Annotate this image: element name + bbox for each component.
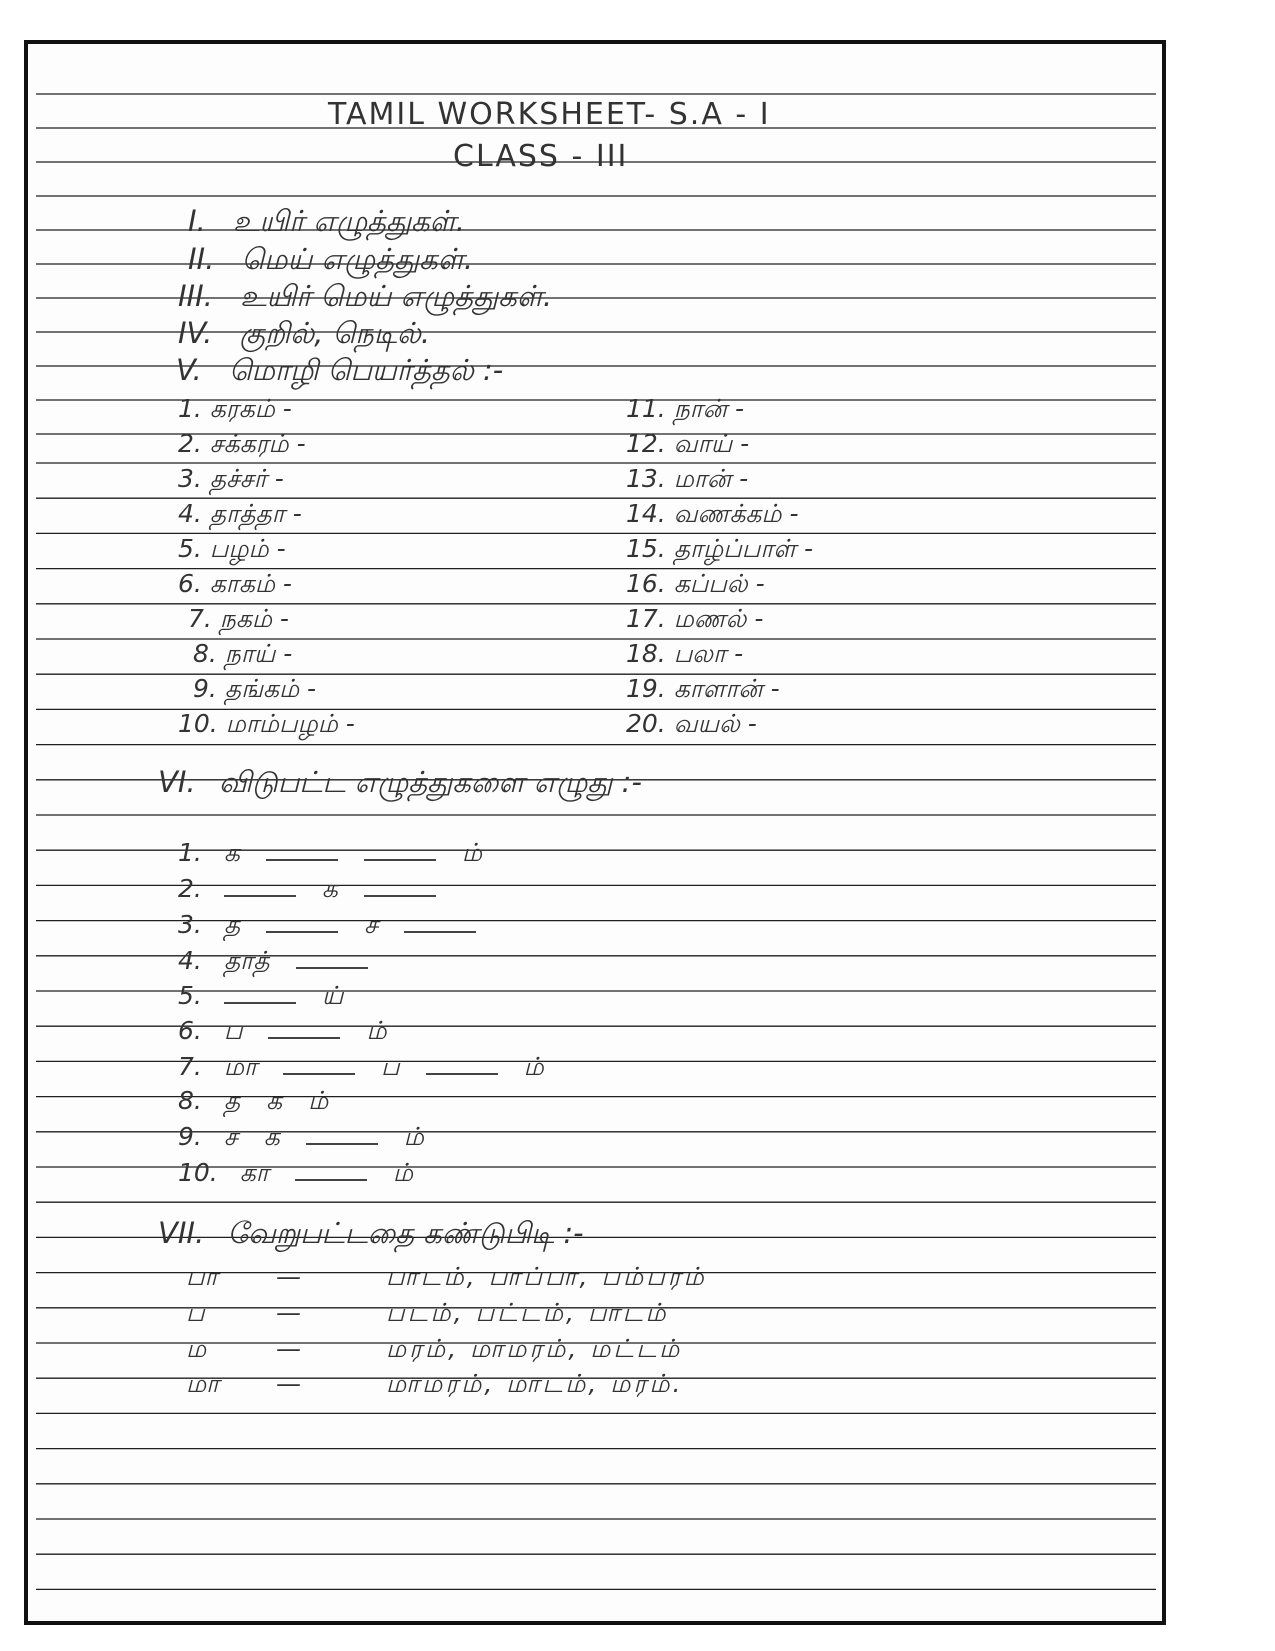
item-number: 9.: [178, 1122, 202, 1151]
letter-hint: ம்: [403, 1122, 424, 1151]
word-item: 12. வாய் -: [626, 429, 750, 458]
word-item: 17. மணல் -: [626, 604, 764, 633]
word-item: 7. நகம் -: [188, 604, 289, 633]
item-number: 2.: [178, 874, 202, 903]
fill-blank-item: [178, 1053, 570, 1079]
section-heading-text: விடுபட்ட எழுத்துகளை எழுது :-: [218, 765, 642, 799]
blank-line: [364, 839, 436, 861]
word-item: 10. மாம்பழம் -: [178, 709, 355, 738]
word-item: 4. தாத்தா -: [178, 499, 302, 528]
item-number: 3.: [178, 910, 202, 939]
blank-line: [296, 947, 368, 969]
blank-line: [306, 1123, 378, 1145]
letter-hint: ச: [364, 910, 378, 939]
fill-blank-item: [178, 1123, 450, 1149]
section-6-heading: [158, 765, 642, 799]
row-letter: ம: [186, 1334, 207, 1363]
letter-hint: க: [321, 874, 338, 903]
row-letter: மா: [186, 1369, 220, 1398]
worksheet-page: [24, 40, 1166, 1625]
letter-hint: ச: [223, 1122, 238, 1151]
blank-line: [266, 911, 338, 933]
letter-hint: ம்: [523, 1052, 544, 1081]
fill-blank-item: [178, 1088, 354, 1113]
row-letter: ப: [186, 1298, 205, 1327]
letter-hint: கா: [239, 1158, 269, 1187]
letter-hint: க: [223, 838, 240, 867]
item-number: 1.: [178, 838, 202, 867]
word-item: 3. தச்சர் -: [178, 464, 284, 493]
letter-hint: தாத்: [223, 946, 270, 975]
letter-hint: ப: [223, 1016, 243, 1045]
word-item: 18. பலா -: [626, 639, 744, 668]
letter-hint: த: [223, 1086, 241, 1115]
letter-hint: ய்: [321, 981, 344, 1010]
worksheet-title: TAMIL WORKSHEET- S.A - I: [328, 97, 771, 132]
word-item: 20. வயல் -: [626, 709, 757, 738]
section-7-heading: [158, 1216, 584, 1250]
section-number: V.: [176, 353, 202, 387]
topic-number: II.: [188, 242, 215, 276]
row-dash: —: [276, 1334, 301, 1363]
odd-one-row: [186, 1336, 682, 1361]
word-item: 5. பழம் -: [178, 534, 286, 563]
blank-line: [364, 875, 436, 897]
fill-blank-item: [178, 1017, 413, 1043]
word-item: 1. கரகம் -: [178, 394, 292, 423]
section-5-heading: [176, 353, 504, 387]
fill-blank-item: [178, 839, 508, 865]
blank-line: [268, 1017, 340, 1039]
topic-text: குறில், நெடில்.: [239, 316, 431, 350]
topic-text: மெய் எழுத்துகள்.: [241, 242, 474, 276]
letter-hint: ப: [381, 1052, 400, 1081]
item-number: 8.: [178, 1086, 202, 1115]
topic-text: உயிர் எழுத்துகள்.: [233, 204, 466, 238]
section-heading-text: வேறுபட்டதை கண்டுபிடி :-: [227, 1216, 584, 1250]
section-heading-text: மொழி பெயர்த்தல் :-: [228, 353, 504, 387]
blank-line: [295, 1159, 367, 1181]
row-words: மரம், மாமரம், மட்டம்: [386, 1334, 683, 1363]
blank-line: [224, 875, 296, 897]
fill-blank-item: [178, 911, 502, 937]
section-number: VI.: [158, 765, 196, 799]
topic-4: [178, 316, 431, 350]
topic-text: உயிர் மெய் எழுத்துகள்.: [240, 279, 553, 313]
blank-line: [404, 911, 476, 933]
row-words: படம், பட்டம், பாடம்: [386, 1298, 669, 1327]
odd-one-row: [186, 1264, 707, 1289]
word-item: 16. கப்பல் -: [626, 569, 765, 598]
letter-hint: ம்: [392, 1158, 413, 1187]
blank-line: [224, 982, 296, 1004]
word-item: 14. வணக்கம் -: [626, 499, 799, 528]
row-dash: —: [276, 1262, 301, 1291]
blank-line: [426, 1053, 498, 1075]
topic-3: [178, 279, 553, 313]
fill-blank-item: [178, 947, 394, 973]
word-item: 6. காகம் -: [178, 569, 292, 598]
odd-one-row: [186, 1371, 683, 1396]
topic-number: IV.: [178, 316, 213, 350]
section-number: VII.: [158, 1216, 205, 1250]
letter-hint: மா: [223, 1052, 258, 1081]
item-number: 10.: [178, 1158, 218, 1187]
item-number: 7.: [178, 1052, 202, 1081]
fill-blank-item: [178, 875, 462, 901]
worksheet-subtitle: CLASS - III: [453, 139, 629, 174]
row-dash: —: [276, 1298, 301, 1327]
row-words: பாடம், பாப்பா, பம்பரம்: [386, 1262, 707, 1291]
row-words: மாமரம், மாடம், மரம்.: [386, 1369, 684, 1398]
letter-hint: ம்: [308, 1086, 329, 1115]
blank-line: [283, 1053, 355, 1075]
topic-number: I.: [188, 204, 206, 238]
odd-one-row: [186, 1300, 669, 1325]
topic-number: III.: [178, 279, 213, 313]
word-item: 11. நான் -: [626, 394, 745, 423]
blank-line: [266, 839, 338, 861]
word-item: 15. தாழ்ப்பாள் -: [626, 534, 813, 563]
word-item: 2. சக்கரம் -: [178, 429, 306, 458]
word-item: 13. மான் -: [626, 464, 749, 493]
item-number: 4.: [178, 946, 202, 975]
letter-hint: க: [266, 1086, 283, 1115]
letter-hint: க: [263, 1122, 280, 1151]
word-item: 8. நாய் -: [193, 639, 293, 668]
topic-1: [188, 204, 466, 238]
row-dash: —: [276, 1369, 301, 1398]
letter-hint: ம்: [366, 1016, 387, 1045]
letter-hint: த: [223, 910, 241, 939]
word-item: 19. காளான் -: [626, 674, 780, 703]
word-item: 9. தங்கம் -: [193, 674, 317, 703]
letter-hint: ம்: [461, 838, 482, 867]
row-letter: பா: [186, 1262, 218, 1291]
item-number: 5.: [178, 981, 202, 1010]
fill-blank-item: [178, 1159, 439, 1185]
fill-blank-item: [178, 982, 369, 1008]
item-number: 6.: [178, 1016, 202, 1045]
topic-2: [188, 242, 474, 276]
